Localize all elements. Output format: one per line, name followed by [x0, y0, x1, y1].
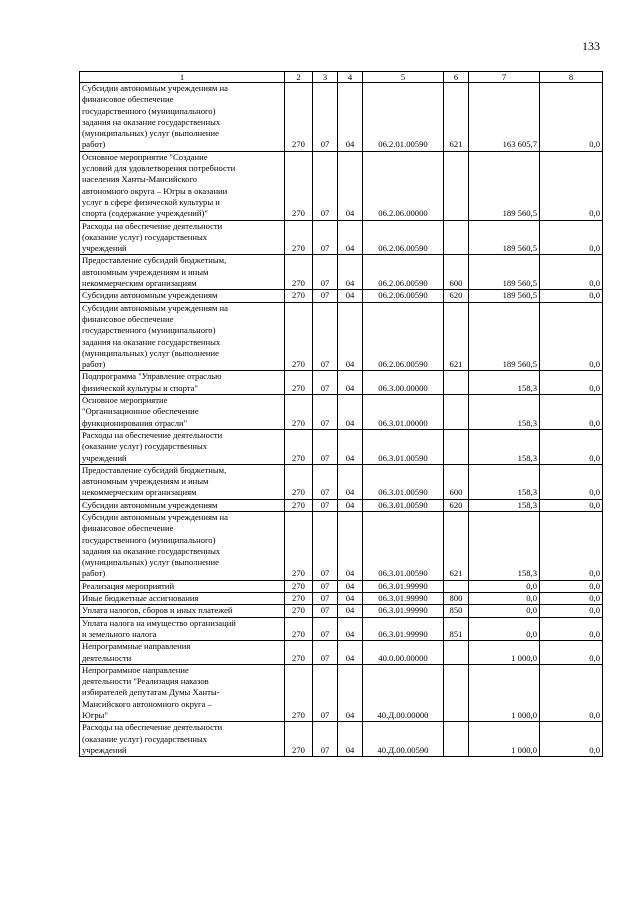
target-article-cell: 06.3.01.00590	[363, 499, 444, 511]
item-name-cell: Основное мероприятие "Организационное обеспечение функционирования отрасли"	[80, 395, 285, 430]
table-row	[80, 83, 603, 152]
target-article-cell: 06.3.01.99990	[363, 617, 444, 641]
subsection-cell: 04	[338, 580, 363, 592]
target-article-cell: 06.3.01.00590	[363, 464, 444, 499]
item-name-cell: Субсидии автономным учреждениям на финансовое обеспечение государственного (муниципального) задания на оказание государственных (муниципальных) услуг (выполнение работ)	[80, 511, 285, 580]
amount-cell: 0,0	[540, 641, 603, 665]
expense-type-cell: 621	[444, 511, 469, 580]
item-name-cell: Расходы на обеспечение деятельности (оказание услуг) государственных учреждений	[80, 722, 285, 757]
header-cell: 6	[444, 72, 469, 83]
subsection-cell: 04	[338, 255, 363, 290]
amount-cell: 0,0	[540, 255, 603, 290]
target-article-cell: 40.0.00.00000	[363, 641, 444, 665]
expense-type-cell: 620	[444, 499, 469, 511]
item-name-cell: Иные бюджетные ассигнования	[80, 593, 285, 605]
item-name-cell: Субсидии автономным учреждениям	[80, 290, 285, 302]
section-cell: 07	[313, 641, 338, 665]
subsection-cell: 04	[338, 395, 363, 430]
target-article-cell: 06.2.06.00000	[363, 151, 444, 220]
amount-cell: 0,0	[540, 290, 603, 302]
table-row	[80, 617, 603, 641]
target-article-cell: 06.3.00.00000	[363, 371, 444, 395]
expense-type-cell	[444, 395, 469, 430]
amount-cell: 163 605,7	[469, 83, 540, 152]
item-name-cell: Уплата налогов, сборов и иных платежей	[80, 605, 285, 617]
section-cell: 07	[313, 429, 338, 464]
item-name-cell: Субсидии автономным учреждениям на финансовое обеспечение государственного (муниципального) задания на оказание государственных (муниципальных) услуг (выполнение работ)	[80, 83, 285, 152]
expense-type-cell: 800	[444, 593, 469, 605]
expense-type-cell	[444, 220, 469, 255]
section-cell: 07	[313, 722, 338, 757]
expense-type-cell: 620	[444, 290, 469, 302]
admin-code-cell: 270	[285, 617, 313, 641]
table-row	[80, 302, 603, 371]
table-row	[80, 664, 603, 721]
amount-cell: 0,0	[540, 617, 603, 641]
amount-cell: 0,0	[540, 605, 603, 617]
header-cell: 4	[338, 72, 363, 83]
page-number: 133	[582, 39, 600, 53]
target-article-cell: 06.3.01.99990	[363, 580, 444, 592]
header-cell: 5	[363, 72, 444, 83]
table-row	[80, 511, 603, 580]
subsection-cell: 04	[338, 83, 363, 152]
item-name-cell: Субсидии автономным учреждениям на финансовое обеспечение государственного (муниципального) задания на оказание государственных (муниципальных) услуг (выполнение работ)	[80, 302, 285, 371]
section-cell: 07	[313, 593, 338, 605]
expense-type-cell: 600	[444, 464, 469, 499]
amount-cell: 0,0	[469, 605, 540, 617]
section-cell: 07	[313, 151, 338, 220]
target-article-cell: 06.3.01.99990	[363, 593, 444, 605]
expense-type-cell: 851	[444, 617, 469, 641]
expense-type-cell	[444, 664, 469, 721]
amount-cell: 0,0	[540, 722, 603, 757]
expense-type-cell: 600	[444, 255, 469, 290]
budget-table	[79, 71, 603, 757]
admin-code-cell: 270	[285, 641, 313, 665]
section-cell: 07	[313, 290, 338, 302]
subsection-cell: 04	[338, 641, 363, 665]
target-article-cell: 40.Д.00.00590	[363, 722, 444, 757]
header-cell: 8	[540, 72, 603, 83]
amount-cell: 0,0	[469, 593, 540, 605]
target-article-cell: 06.3.01.99990	[363, 605, 444, 617]
target-article-cell: 06.3.01.00000	[363, 395, 444, 430]
amount-cell: 158,3	[469, 511, 540, 580]
amount-cell: 1 000,0	[469, 664, 540, 721]
table-row	[80, 371, 603, 395]
amount-cell: 158,3	[469, 464, 540, 499]
table-header-row	[80, 72, 603, 83]
amount-cell: 0,0	[540, 395, 603, 430]
subsection-cell: 04	[338, 151, 363, 220]
table-row	[80, 255, 603, 290]
table-row	[80, 220, 603, 255]
admin-code-cell: 270	[285, 664, 313, 721]
table-row	[80, 593, 603, 605]
amount-cell: 1 000,0	[469, 641, 540, 665]
amount-cell: 189 560,5	[469, 220, 540, 255]
expense-type-cell	[444, 641, 469, 665]
table-row	[80, 290, 603, 302]
amount-cell: 0,0	[540, 302, 603, 371]
admin-code-cell: 270	[285, 722, 313, 757]
subsection-cell: 04	[338, 722, 363, 757]
section-cell: 07	[313, 302, 338, 371]
header-cell: 3	[313, 72, 338, 83]
item-name-cell: Основное мероприятие "Создание условий для удовлетворения потребности населения Ханты-Мансийского автономного округа – Югры в оказании услуг в сфере физической культуры и спорта (содержание учреждений)"	[80, 151, 285, 220]
table-row	[80, 605, 603, 617]
section-cell: 07	[313, 395, 338, 430]
subsection-cell: 04	[338, 593, 363, 605]
subsection-cell: 04	[338, 617, 363, 641]
admin-code-cell: 270	[285, 580, 313, 592]
amount-cell: 1 000,0	[469, 722, 540, 757]
target-article-cell: 06.3.01.00590	[363, 511, 444, 580]
expense-type-cell	[444, 580, 469, 592]
subsection-cell: 04	[338, 429, 363, 464]
amount-cell: 158,3	[469, 371, 540, 395]
header-cell: 7	[469, 72, 540, 83]
admin-code-cell: 270	[285, 290, 313, 302]
admin-code-cell: 270	[285, 605, 313, 617]
section-cell: 07	[313, 580, 338, 592]
subsection-cell: 04	[338, 290, 363, 302]
section-cell: 07	[313, 464, 338, 499]
item-name-cell: Расходы на обеспечение деятельности (оказание услуг) государственных учреждений	[80, 429, 285, 464]
amount-cell: 0,0	[540, 429, 603, 464]
amount-cell: 0,0	[469, 617, 540, 641]
amount-cell: 0,0	[469, 580, 540, 592]
admin-code-cell: 270	[285, 220, 313, 255]
amount-cell: 189 560,5	[469, 290, 540, 302]
item-name-cell: Субсидии автономным учреждениям	[80, 499, 285, 511]
amount-cell: 189 560,5	[469, 302, 540, 371]
section-cell: 07	[313, 617, 338, 641]
target-article-cell: 40.Д.00.00000	[363, 664, 444, 721]
subsection-cell: 04	[338, 371, 363, 395]
amount-cell: 0,0	[540, 464, 603, 499]
amount-cell: 0,0	[540, 499, 603, 511]
section-cell: 07	[313, 371, 338, 395]
section-cell: 07	[313, 255, 338, 290]
amount-cell: 0,0	[540, 220, 603, 255]
section-cell: 07	[313, 83, 338, 152]
expense-type-cell	[444, 371, 469, 395]
subsection-cell: 04	[338, 302, 363, 371]
subsection-cell: 04	[338, 605, 363, 617]
subsection-cell: 04	[338, 220, 363, 255]
item-name-cell: Реализация мероприятий	[80, 580, 285, 592]
amount-cell: 0,0	[540, 511, 603, 580]
target-article-cell: 06.2.06.00590	[363, 290, 444, 302]
admin-code-cell: 270	[285, 255, 313, 290]
expense-type-cell: 850	[444, 605, 469, 617]
amount-cell: 0,0	[540, 593, 603, 605]
expense-type-cell	[444, 722, 469, 757]
amount-cell: 0,0	[540, 151, 603, 220]
admin-code-cell: 270	[285, 83, 313, 152]
admin-code-cell: 270	[285, 395, 313, 430]
section-cell: 07	[313, 511, 338, 580]
target-article-cell: 06.3.01.00590	[363, 429, 444, 464]
table-row	[80, 395, 603, 430]
admin-code-cell: 270	[285, 371, 313, 395]
section-cell: 07	[313, 605, 338, 617]
header-cell: 1	[80, 72, 285, 83]
amount-cell: 0,0	[540, 664, 603, 721]
section-cell: 07	[313, 220, 338, 255]
table-row	[80, 641, 603, 665]
subsection-cell: 04	[338, 664, 363, 721]
section-cell: 07	[313, 499, 338, 511]
amount-cell: 0,0	[540, 83, 603, 152]
amount-cell: 189 560,5	[469, 255, 540, 290]
item-name-cell: Предоставление субсидий бюджетным, автономным учреждениям и иным некоммерческим организациям	[80, 255, 285, 290]
amount-cell: 0,0	[540, 580, 603, 592]
amount-cell: 158,3	[469, 395, 540, 430]
expense-type-cell	[444, 429, 469, 464]
section-cell: 07	[313, 664, 338, 721]
item-name-cell: Уплата налога на имущество организаций и земельного налога	[80, 617, 285, 641]
target-article-cell: 06.2.06.00590	[363, 220, 444, 255]
header-cell: 2	[285, 72, 313, 83]
amount-cell: 158,3	[469, 429, 540, 464]
admin-code-cell: 270	[285, 593, 313, 605]
target-article-cell: 06.2.01.00590	[363, 83, 444, 152]
target-article-cell: 06.2.06.00590	[363, 255, 444, 290]
table-row	[80, 464, 603, 499]
table-row	[80, 580, 603, 592]
expense-type-cell: 621	[444, 83, 469, 152]
item-name-cell: Подпрограмма "Управление отраслью физической культуры и спорта"	[80, 371, 285, 395]
amount-cell: 189 560,5	[469, 151, 540, 220]
amount-cell: 158,3	[469, 499, 540, 511]
amount-cell: 0,0	[540, 371, 603, 395]
expense-type-cell	[444, 151, 469, 220]
admin-code-cell: 270	[285, 511, 313, 580]
item-name-cell: Непрограммное направление деятельности "Реализация наказов избирателей депутатам Думы Ханты- Мансийского автономного округа – Югры"	[80, 664, 285, 721]
admin-code-cell: 270	[285, 499, 313, 511]
table-row	[80, 151, 603, 220]
item-name-cell: Непрограммные направления деятельности	[80, 641, 285, 665]
admin-code-cell: 270	[285, 464, 313, 499]
target-article-cell: 06.2.06.00590	[363, 302, 444, 371]
subsection-cell: 04	[338, 511, 363, 580]
item-name-cell: Предоставление субсидий бюджетным, автономным учреждениям и иным некоммерческим организациям	[80, 464, 285, 499]
admin-code-cell: 270	[285, 302, 313, 371]
table-row	[80, 499, 603, 511]
admin-code-cell: 270	[285, 151, 313, 220]
subsection-cell: 04	[338, 499, 363, 511]
table-row	[80, 429, 603, 464]
expense-type-cell: 621	[444, 302, 469, 371]
table-row	[80, 722, 603, 757]
item-name-cell: Расходы на обеспечение деятельности (оказание услуг) государственных учреждений	[80, 220, 285, 255]
subsection-cell: 04	[338, 464, 363, 499]
admin-code-cell: 270	[285, 429, 313, 464]
